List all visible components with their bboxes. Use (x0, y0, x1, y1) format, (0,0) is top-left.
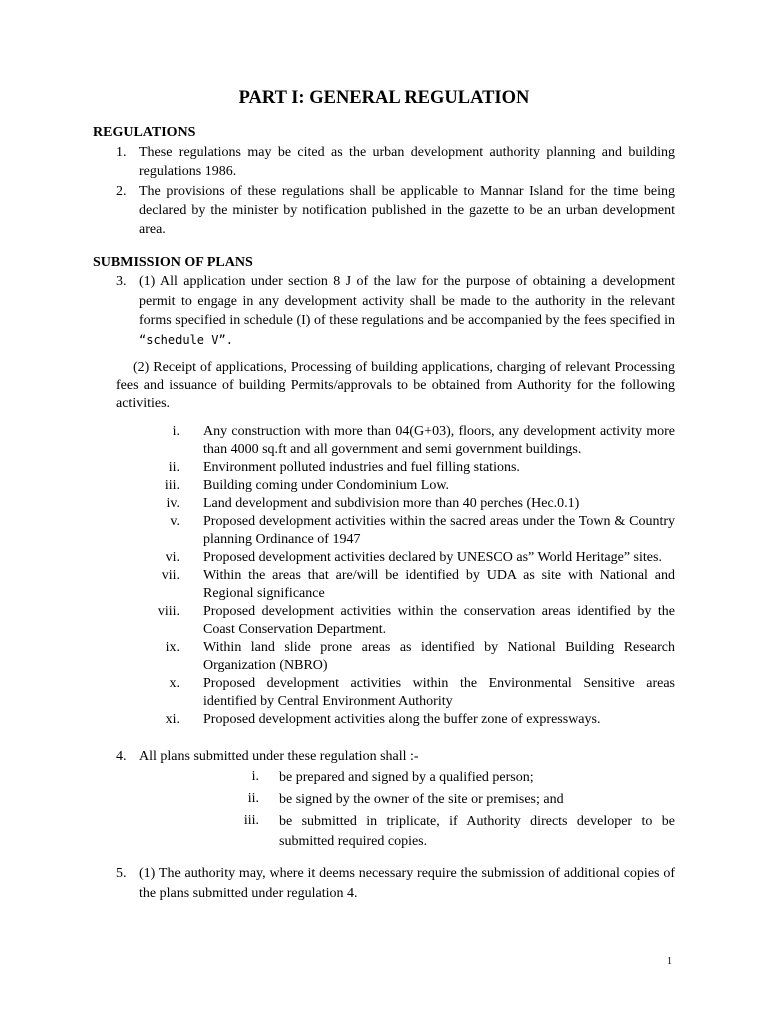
item-text: be submitted in triplicate, if Authority directs developer to be submitted required copies. (279, 814, 675, 849)
item-text: Land development and subdivision more than 40 perches (Hec.0.1) (203, 496, 580, 511)
item-number: i. (251, 769, 259, 784)
list-item (140, 711, 675, 729)
item-text: Proposed development activities declared by UNESCO as” World Heritage” sites. (203, 550, 662, 565)
item-number: xi. (165, 712, 180, 727)
item-number: 4. (116, 749, 127, 764)
regulation-item-5 (116, 864, 675, 903)
item-text: Within the areas that are/will be identified by UDA as site with National and Regional significance (203, 568, 675, 601)
list-item (140, 549, 675, 567)
item-number: 3. (116, 274, 127, 289)
item-number: 1. (116, 145, 127, 160)
regulations-heading: REGULATIONS (93, 125, 196, 140)
list-item (140, 459, 675, 477)
item-number: x. (169, 676, 180, 691)
activities-list (140, 423, 675, 729)
item-text: Any construction with more than 04(G+03), floors, any development activity more than 4000 sq.ft and all government and semi government buildings. (203, 424, 675, 457)
list-item (140, 423, 675, 459)
item-text: All plans submitted under these regulation shall :- (139, 749, 419, 764)
item-number: 2. (116, 184, 127, 199)
item-text: Proposed development activities within the conservation areas identified by the Coast Conservation Department. (203, 604, 675, 637)
item-number: vii. (161, 568, 180, 583)
list-item (140, 603, 675, 639)
item-text: Within land slide prone areas as identified by National Building Research Organization (NBRO) (203, 640, 675, 673)
page-title: PART I: GENERAL REGULATION (238, 88, 530, 108)
item-text: Environment polluted industries and fuel filling stations. (203, 460, 520, 475)
item-text: Proposed development activities within the Environmental Sensitive areas identified by Central Environment Authority (203, 676, 675, 709)
submission-heading: SUBMISSION OF PLANS (93, 255, 253, 270)
list-item (140, 675, 675, 711)
regulation-item-3 (116, 272, 675, 350)
item-text: be prepared and signed by a qualified person; (279, 770, 534, 785)
list-item (140, 477, 675, 495)
item-text: The provisions of these regulations shall be applicable to Mannar Island for the time being declared by the minister by notification published in the gazette to be an urban development area. (139, 184, 675, 237)
regulation-item-1 (116, 143, 675, 181)
schedule-reference: “schedule V”. (139, 332, 233, 347)
page-number: 1 (667, 956, 672, 967)
item-number: i. (172, 424, 180, 439)
item-number: 5. (116, 866, 127, 881)
item-number: ii. (247, 791, 259, 806)
item-number: iv. (166, 496, 180, 511)
list-item (200, 812, 675, 852)
list-item (140, 495, 675, 513)
item-number: vi. (165, 550, 180, 565)
list-item (140, 639, 675, 675)
list-item (200, 768, 675, 788)
item-text (139, 272, 675, 350)
list-item (140, 513, 675, 549)
item-number: iii. (243, 813, 259, 828)
item-text: (1) The authority may, where it deems necessary require the submission of additional copies of the plans submitted under regulation 4. (139, 866, 675, 901)
item-number: viii. (157, 604, 180, 619)
item-3-body: (1) All application under section 8 J of the law for the purpose of obtaining a development permit to engage in any development activity shall be made to the authority in the relevant forms specified in schedule (I) of these regulations and be accompanied by the fees specified in (139, 274, 675, 328)
regulation-item-4 (116, 748, 675, 766)
receipt-paragraph: (2) Receipt of applications, Processing of building applications, charging of relevant Processing fees and issuance of building Permits/approvals to be obtained from Authority for the following activities. (116, 360, 675, 411)
item-number: ix. (165, 640, 180, 655)
item-text: Proposed development activities along the buffer zone of expressways. (203, 712, 601, 727)
list-item (140, 567, 675, 603)
item-number: v. (170, 514, 180, 529)
item-text: Proposed development activities within the sacred areas under the Town & Country planning Ordinance of 1947 (203, 514, 675, 547)
regulation-item-2 (116, 182, 675, 239)
item-number: iii. (164, 478, 180, 493)
list-item (200, 790, 675, 810)
item-text: be signed by the owner of the site or premises; and (279, 792, 564, 807)
item-number: ii. (168, 460, 180, 475)
plans-list (200, 768, 675, 854)
item-text: Building coming under Condominium Low. (203, 478, 450, 493)
item-text: These regulations may be cited as the urban development authority planning and building regulations 1986. (139, 145, 675, 179)
